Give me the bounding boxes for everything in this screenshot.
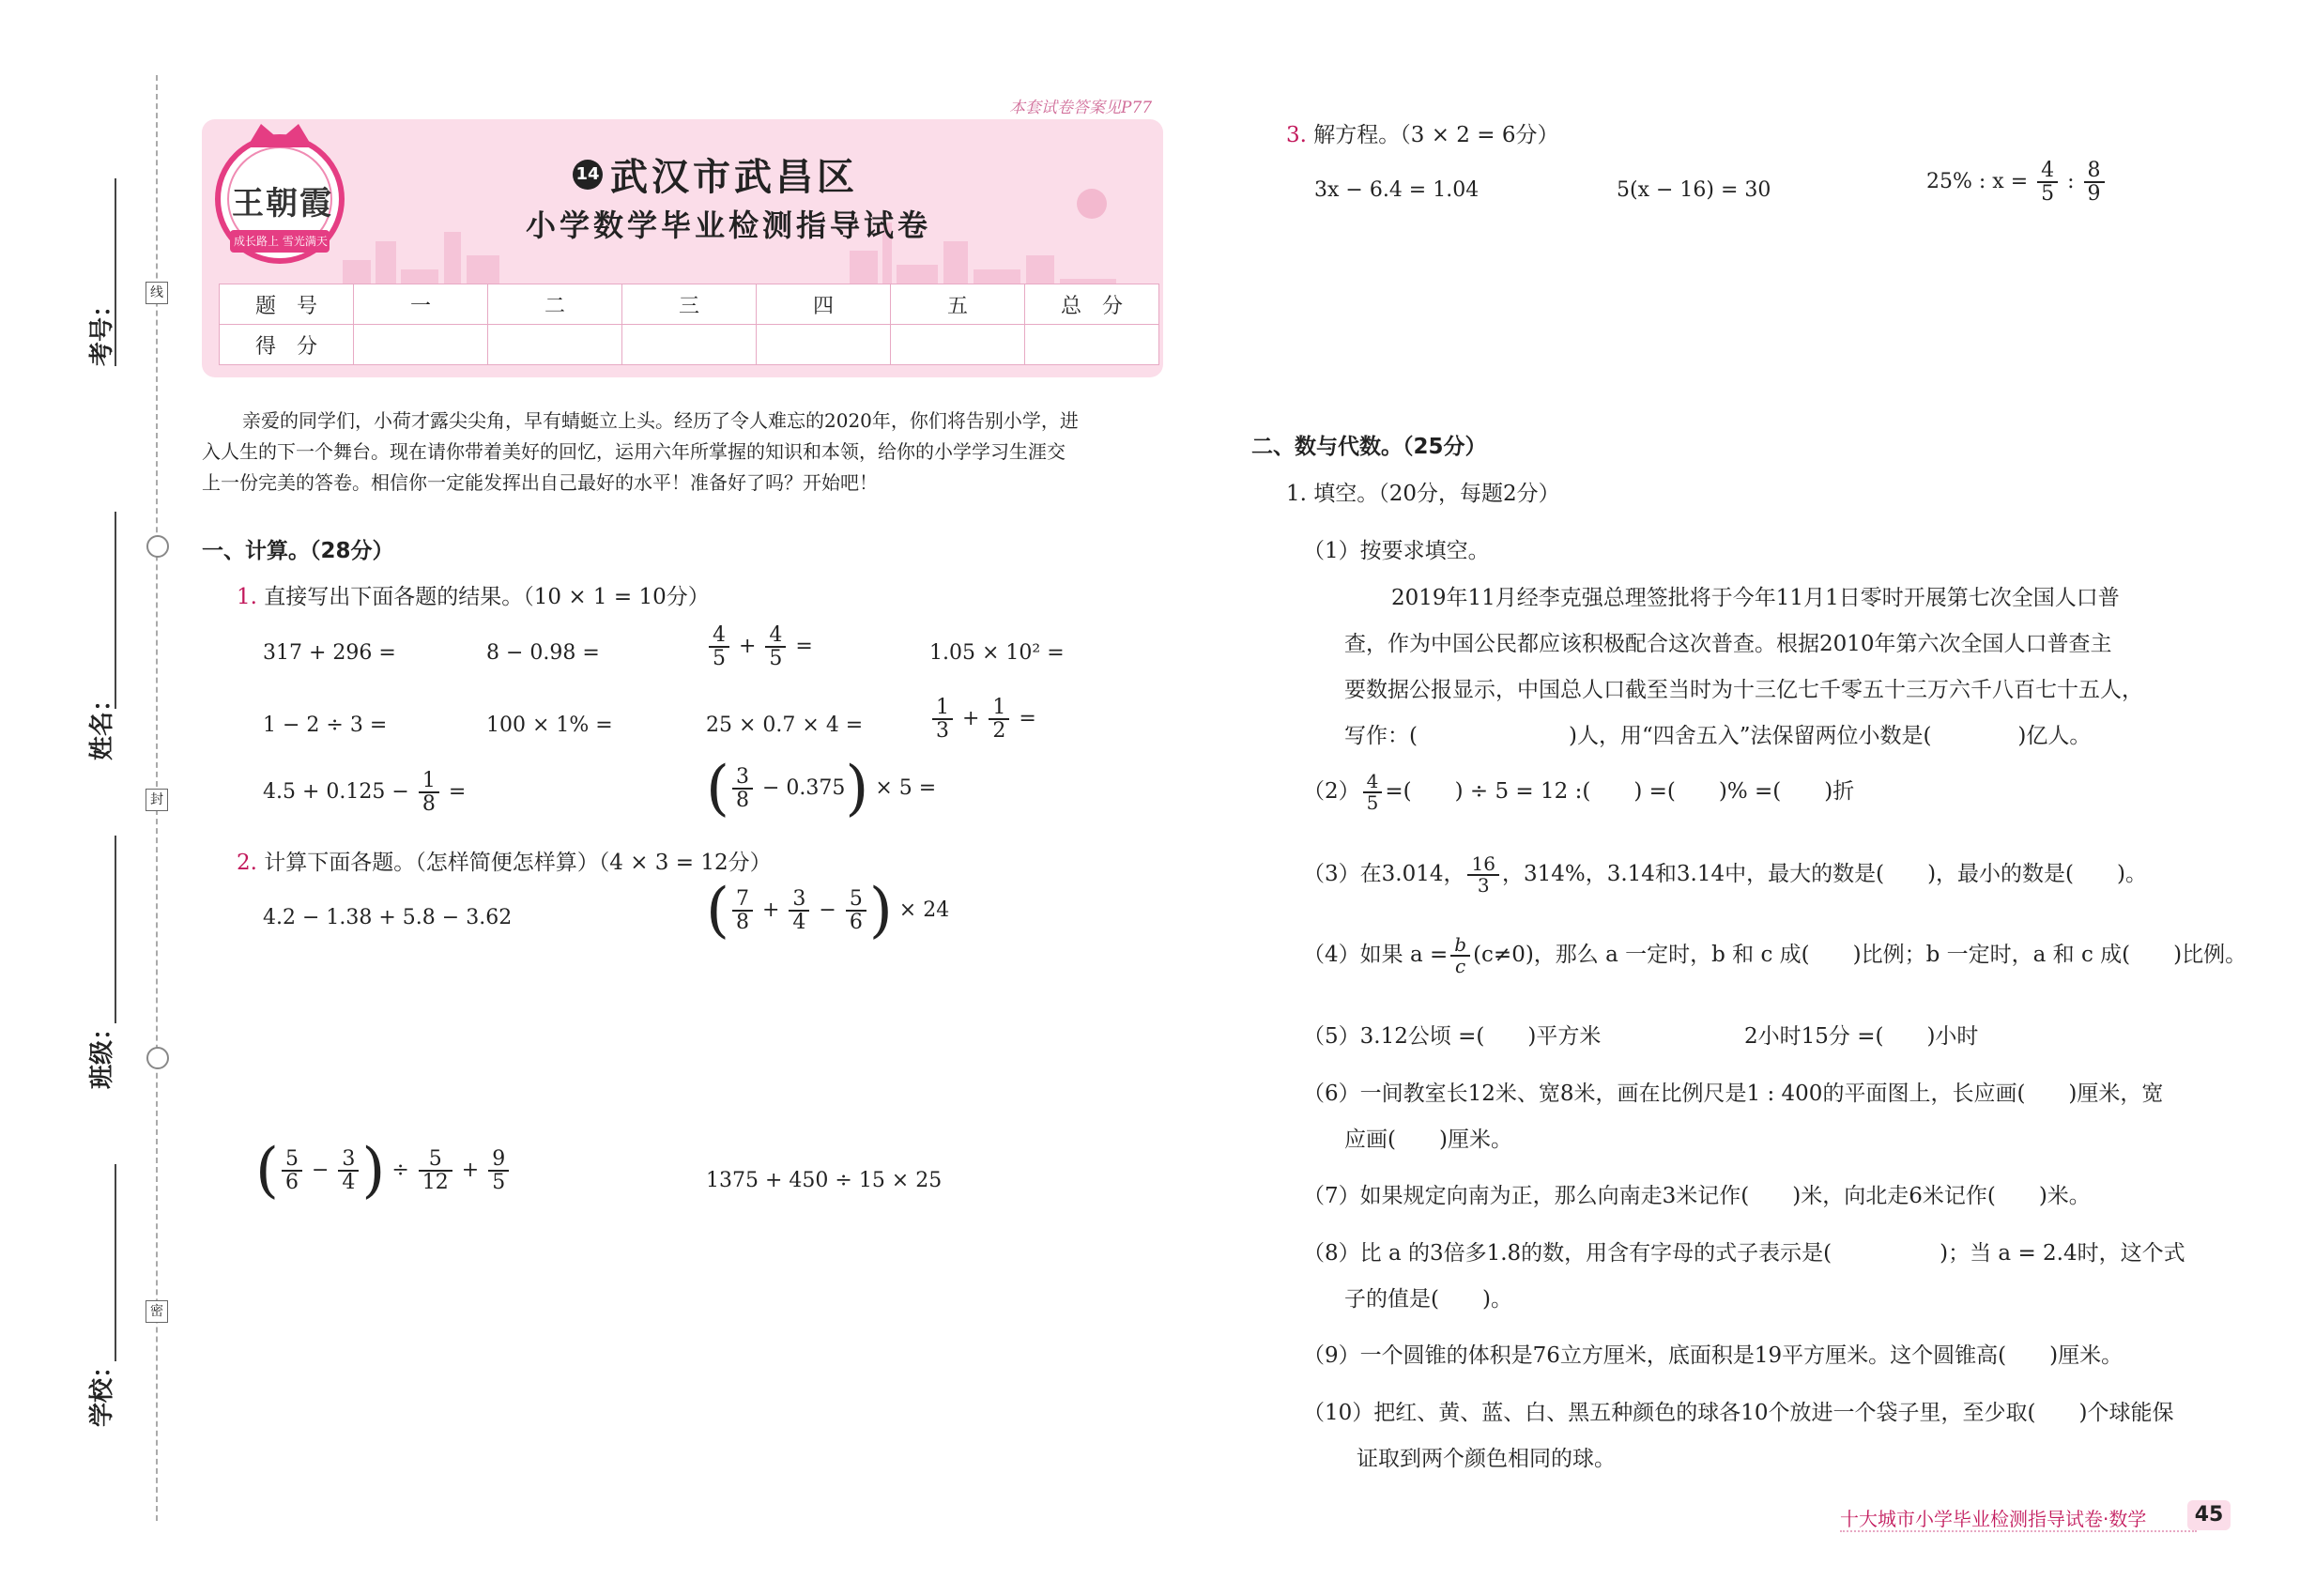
page-title: 武汉市武昌区 (610, 155, 858, 199)
fill-item-3: （3）在3.014， $\frac{16}{3}$ ，314%，3.14和3.14中，最大的数是( )，最小的数是( )。 (1303, 852, 2148, 897)
score-table-header-row (220, 284, 1159, 325)
question-text: 解方程。（3 × 2 = 6分） (1313, 123, 1559, 147)
score-header-cell: 题 号 (220, 284, 354, 325)
score-header-cell: 一 (354, 284, 488, 325)
score-input-cell[interactable] (622, 325, 757, 365)
intro-line-3: 上一份完美的答卷。相信你一定能发挥出自己最好的水平！准备好了吗？开始吧！ (202, 471, 878, 494)
logo-text: 王朝霞 (232, 185, 333, 223)
score-header-cell: 五 (891, 284, 1025, 325)
page-number: 45 (2187, 1500, 2231, 1530)
fill-item-8-line: 子的值是( )。 (1344, 1287, 1512, 1312)
seal-mark-mi: 密 (146, 1300, 168, 1323)
fraction: $\frac{7}{8}$ (732, 888, 753, 933)
calc-expression: 1375 + 450 ÷ 15 × 25 (706, 1169, 943, 1192)
name-line (115, 512, 116, 709)
seal-mark-xian: 线 (146, 282, 168, 304)
question-text: 计算下面各题。（怎样简便怎样算）（4 × 3 = 12分） (264, 851, 772, 875)
school-line (115, 1164, 116, 1361)
exam-number-label: 考号： (88, 292, 116, 366)
fill-item-1-title: （1）按要求填空。 (1303, 539, 1490, 563)
fill-item-6-line: 应画( )厘米。 (1344, 1128, 1512, 1152)
fraction: $\frac{4}{5}$ (709, 624, 729, 669)
question-number: 1. (237, 585, 257, 609)
calc-item-fraction-sum: $\frac{1}{3}$ + $\frac{1}{2}$ = (929, 697, 1036, 742)
calc-expression: ( $\frac{7}{8}$ + $\frac{3}{4}$ − $\frac{5}{6}$ ) × 24 (706, 876, 950, 945)
question-1-1 (237, 579, 710, 610)
binding-hole-icon (146, 1047, 169, 1069)
question-2-1: 1. 填空。（20分，每题2分） (1286, 482, 1560, 506)
fraction: $\frac{5}{12}$ (419, 1148, 452, 1193)
score-table (219, 284, 1159, 365)
fill-item-1-line: 2019年11月经李克强总理签批将于今年11月1日零时开展第七次全国人口普 (1391, 586, 2120, 610)
score-header-cell: 二 (488, 284, 622, 325)
equation: 25% : x = $\frac{4}{5}$ : $\frac{8}{9}$ (1926, 160, 2108, 205)
fraction: $\frac{4}{5}$ (765, 624, 786, 669)
title-row (573, 147, 858, 201)
calc-item: 25 × 0.7 × 4 = (706, 714, 864, 737)
calc-item: 4.5 + 0.125 − $\frac{1}{8}$ = (263, 769, 467, 817)
fraction: $\frac{16}{3}$ (1467, 854, 1498, 896)
fraction: $\frac{5}{6}$ (846, 888, 866, 933)
class-label: 班级： (88, 1015, 116, 1089)
fraction: $\frac{4}{5}$ (2037, 160, 2058, 205)
fill-item-1-line: 写作：( )人，用“四舍五入”法保留两位小数是( )亿人。 (1344, 724, 2092, 748)
score-row-label: 得 分 (220, 325, 354, 365)
score-input-cell[interactable] (1025, 325, 1159, 365)
fraction: $\frac{8}{9}$ (2084, 160, 2105, 205)
fill-item-1-line: 查，作为中国公民都应该积极配合这次普查。根据2010年第六次全国人口普查主 (1344, 632, 2112, 656)
fraction: $\frac{3}{8}$ (732, 766, 753, 811)
answer-note: 本套试卷答案见P77 (1009, 99, 1153, 117)
fill-item-9: （9）一个圆锥的体积是76立方厘米，底面积是19平方厘米。这个圆锥高( )厘米。 (1303, 1343, 2124, 1368)
number-badge: 14 (573, 160, 603, 190)
binding-hole-icon (146, 535, 169, 558)
score-table-score-row (220, 325, 1159, 365)
footer-underline (1840, 1530, 2197, 1532)
question-number: 3. (1286, 123, 1307, 147)
score-input-cell[interactable] (354, 325, 488, 365)
class-line (115, 836, 116, 1023)
intro-line-2: 入人生的下一个舞台。现在请你带着美好的回忆，运用六年所掌握的知识和本领，给你的小学学习生涯交 (202, 440, 1066, 463)
intro-line-1: 亲爱的同学们，小荷才露尖尖角，早有蜻蜓立上头。经历了令人难忘的2020年，你们将告别小学，进 (242, 409, 1079, 432)
fill-item-4: （4）如果 a = $\frac{b}{c}$ (c≠0)，那么 a 一定时，b 和 c 成( )比例；b 一定时，a 和 c 成( )比例。 (1303, 933, 2247, 977)
question-3 (1286, 117, 1558, 148)
calc-item: 317 + 296 = (263, 641, 396, 665)
score-header-cell: 三 (622, 284, 757, 325)
fill-item-10-line: 证取到两个颜色相同的球。 (1357, 1447, 1616, 1471)
fraction: $\frac{1}{2}$ (989, 697, 1009, 742)
fraction: $\frac{3}{4}$ (338, 1148, 359, 1193)
score-header-cell: 总 分 (1025, 284, 1159, 325)
question-text: 直接写出下面各题的结果。（10 × 1 = 10分） (264, 585, 710, 609)
calc-item: 100 × 1% = (486, 714, 613, 737)
question-1-2 (237, 845, 772, 876)
score-input-cell[interactable] (757, 325, 891, 365)
fraction: $\frac{b}{c}$ (1450, 935, 1470, 976)
header-banner (202, 119, 1163, 377)
score-input-cell[interactable] (891, 325, 1025, 365)
fill-item-8-line: （8）比 a 的3倍多1.8的数，用含有字母的式子表示是( )；当 a = 2.4时，这个式 (1303, 1241, 2185, 1266)
fill-item-5a: （5）3.12公顷 =( )平方米 (1303, 1024, 1602, 1049)
fraction: $\frac{1}{8}$ (419, 770, 439, 815)
equation: 3x − 6.4 = 1.04 (1314, 178, 1480, 202)
fraction: $\frac{1}{3}$ (932, 697, 953, 742)
calc-item: ( $\frac{3}{8}$ − 0.375) × 5 = (706, 754, 937, 823)
score-input-cell[interactable] (488, 325, 622, 365)
fraction: $\frac{3}{4}$ (789, 888, 809, 933)
seal-mark-feng: 封 (146, 789, 168, 811)
fill-item-1-line: 要数据公报显示，中国总人口截至当时为十三亿七千零五十三万六千八百七十五人， (1344, 678, 2143, 702)
calc-item-fraction-sum: $\frac{4}{5}$ + $\frac{4}{5}$ = (706, 624, 813, 669)
calc-expression: ( $\frac{5}{6}$ − $\frac{3}{4}$ ) ÷ $\frac{5}{12}$ + $\frac{9}{5}$ (255, 1141, 512, 1201)
question-number: 2. (237, 851, 257, 875)
fraction: $\frac{9}{5}$ (488, 1148, 509, 1193)
logo-ribbon-text: 成长路上 雪光满天 (234, 235, 328, 248)
fraction: $\frac{5}{6}$ (282, 1148, 302, 1193)
calc-expression: 4.2 − 1.38 + 5.8 − 3.62 (263, 906, 513, 929)
fill-item-7: （7）如果规定向南为正，那么向南走3米记作( )米，向北走6米记作( )米。 (1303, 1184, 2091, 1208)
equation: 5(x − 16) = 30 (1617, 178, 1771, 202)
calc-item: 8 − 0.98 = (486, 641, 600, 665)
footer-series-title: 十大城市小学毕业检测指导试卷·数学 (1840, 1508, 2147, 1530)
page-subtitle: 小学数学毕业检测指导试卷 (526, 207, 932, 243)
fill-item-10-line: （10）把红、黄、蓝、白、黑五种颜色的球各10个放进一个袋子里，至少取( )个球能保 (1303, 1401, 2174, 1425)
calc-item: 1 − 2 ÷ 3 = (263, 714, 388, 737)
school-label: 学校： (88, 1353, 116, 1427)
exam-number-line (115, 178, 116, 366)
calc-item: 1.05 × 10² = (929, 641, 1065, 665)
name-label: 姓名： (88, 686, 116, 760)
fill-item-2: （2） $\frac{4}{5}$ =( ) ÷ 5 = 12 :( ) =( )% =( )折 (1303, 770, 1855, 814)
section-1-title: 一、计算。（28分） (202, 539, 394, 563)
fraction: $\frac{4}{5}$ (1363, 772, 1383, 813)
fill-item-6-line: （6）一间教室长12米、宽8米，画在比例尺是1 : 400的平面图上，长应画( )厘米，宽 (1303, 1082, 2164, 1106)
score-header-cell: 四 (757, 284, 891, 325)
section-2-title: 二、数与代数。（25分） (1251, 435, 1487, 459)
fill-item-5b: 2小时15分 =( )小时 (1744, 1024, 1979, 1049)
